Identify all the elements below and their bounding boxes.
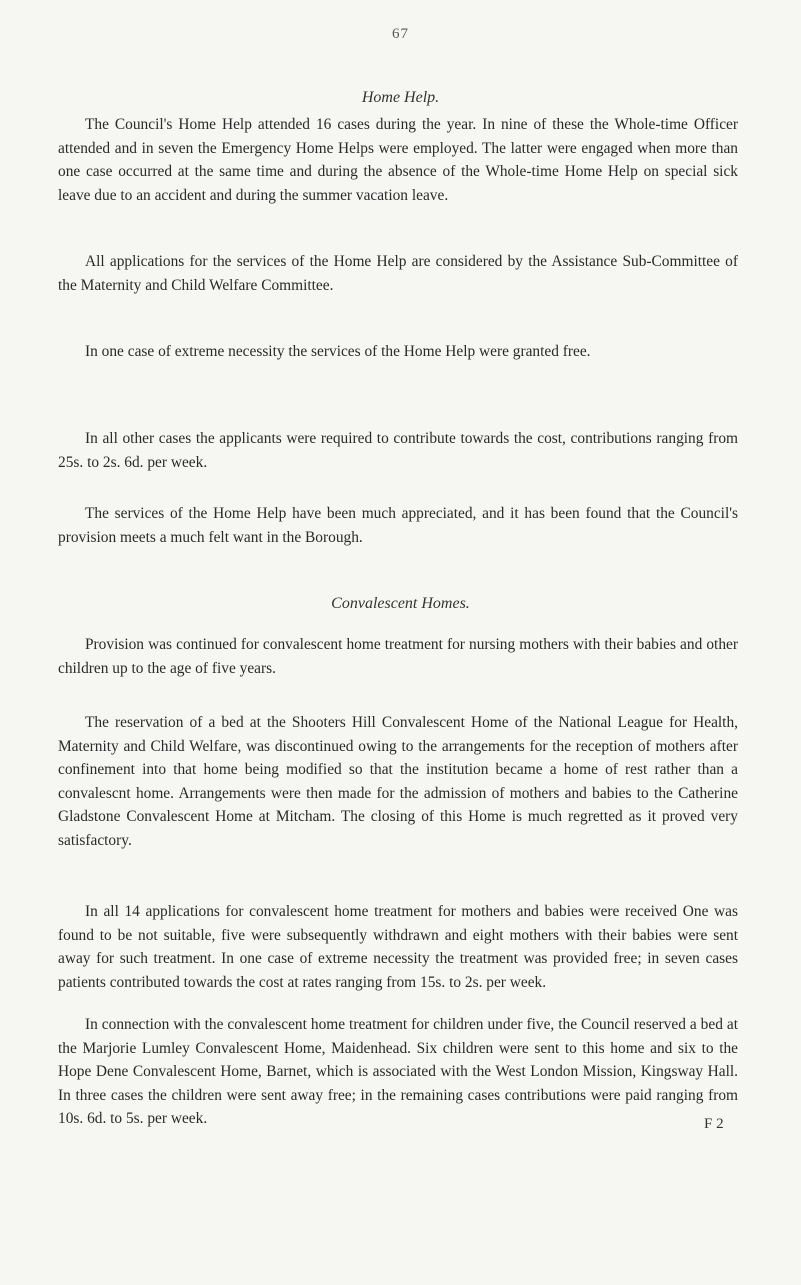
- paragraph: In all other cases the applicants were required to contribute towards the cost, contributions ranging from 25s. to 2s. 6d. per week.: [58, 430, 738, 471]
- paragraph: In one case of extreme necessity the services of the Home Help were granted free.: [85, 343, 591, 360]
- paragraph: In connection with the convalescent home treatment for children under five, the Council reserved a bed at the Marjorie Lumley Convalescent Home, Maidenhead. Six children were sent to this home and six to the Hope Dene Convalescent Home, Barnet, which is associated with the West London Mission, Kingsway Hall. In three cases the children were sent away free; in the remaining cases contributions were paid ranging from 10s. 6d. to 5s. per week.: [58, 1016, 738, 1128]
- paragraph: The reservation of a bed at the Shooters Hill Convalescent Home of the National League for Health, Maternity and Child Welfare, was discontinued owing to the arrangements for the reception of mothers after confinement into that home being modified so that the institution became a home of rest rather than a convalescnt home. Arrangements were then made for the admission of mothers and babies to the Catherine Gladstone Convalescent Home at Mitcham. The closing of this Home is much regretted as it proved very satisfactory.: [58, 714, 738, 849]
- paragraph: The services of the Home Help have been much appreciated, and it has been found that the Council's provision meets a much felt want in the Borough.: [58, 505, 738, 546]
- paragraph: In all 14 applications for convalescent home treatment for mothers and babies were received One was found to be not suitable, five were subsequently withdrawn and eight mothers with their babies were sent away for such treatment. In one case of extreme necessity the treatment was provided free; in seven cases patients contributed towards the cost at rates ranging from 15s. to 2s. per week.: [58, 903, 738, 991]
- paragraph: Provision was continued for convalescent home treatment for nursing mothers with their babies and other children up to the age of five years.: [58, 636, 738, 677]
- section-title-convalescent-homes: Convalescent Homes.: [331, 595, 470, 612]
- paragraph: The Council's Home Help attended 16 cases during the year. In nine of these the Whole-time Officer attended and in seven the Emergency Home Helps were employed. The latter were engaged when more than one case occurred at the same time and during the absence of the Whole-time Home Help on special sick leave due to an accident and during the summer vacation leave.: [58, 116, 738, 204]
- page-number: 67: [392, 26, 409, 42]
- paragraph: All applications for the services of the Home Help are considered by the Assistance Sub-Committee of the Maternity and Child Welfare Committee.: [58, 253, 738, 294]
- signature-mark: F 2: [704, 1116, 724, 1132]
- section-title-home-help: Home Help.: [361, 89, 440, 106]
